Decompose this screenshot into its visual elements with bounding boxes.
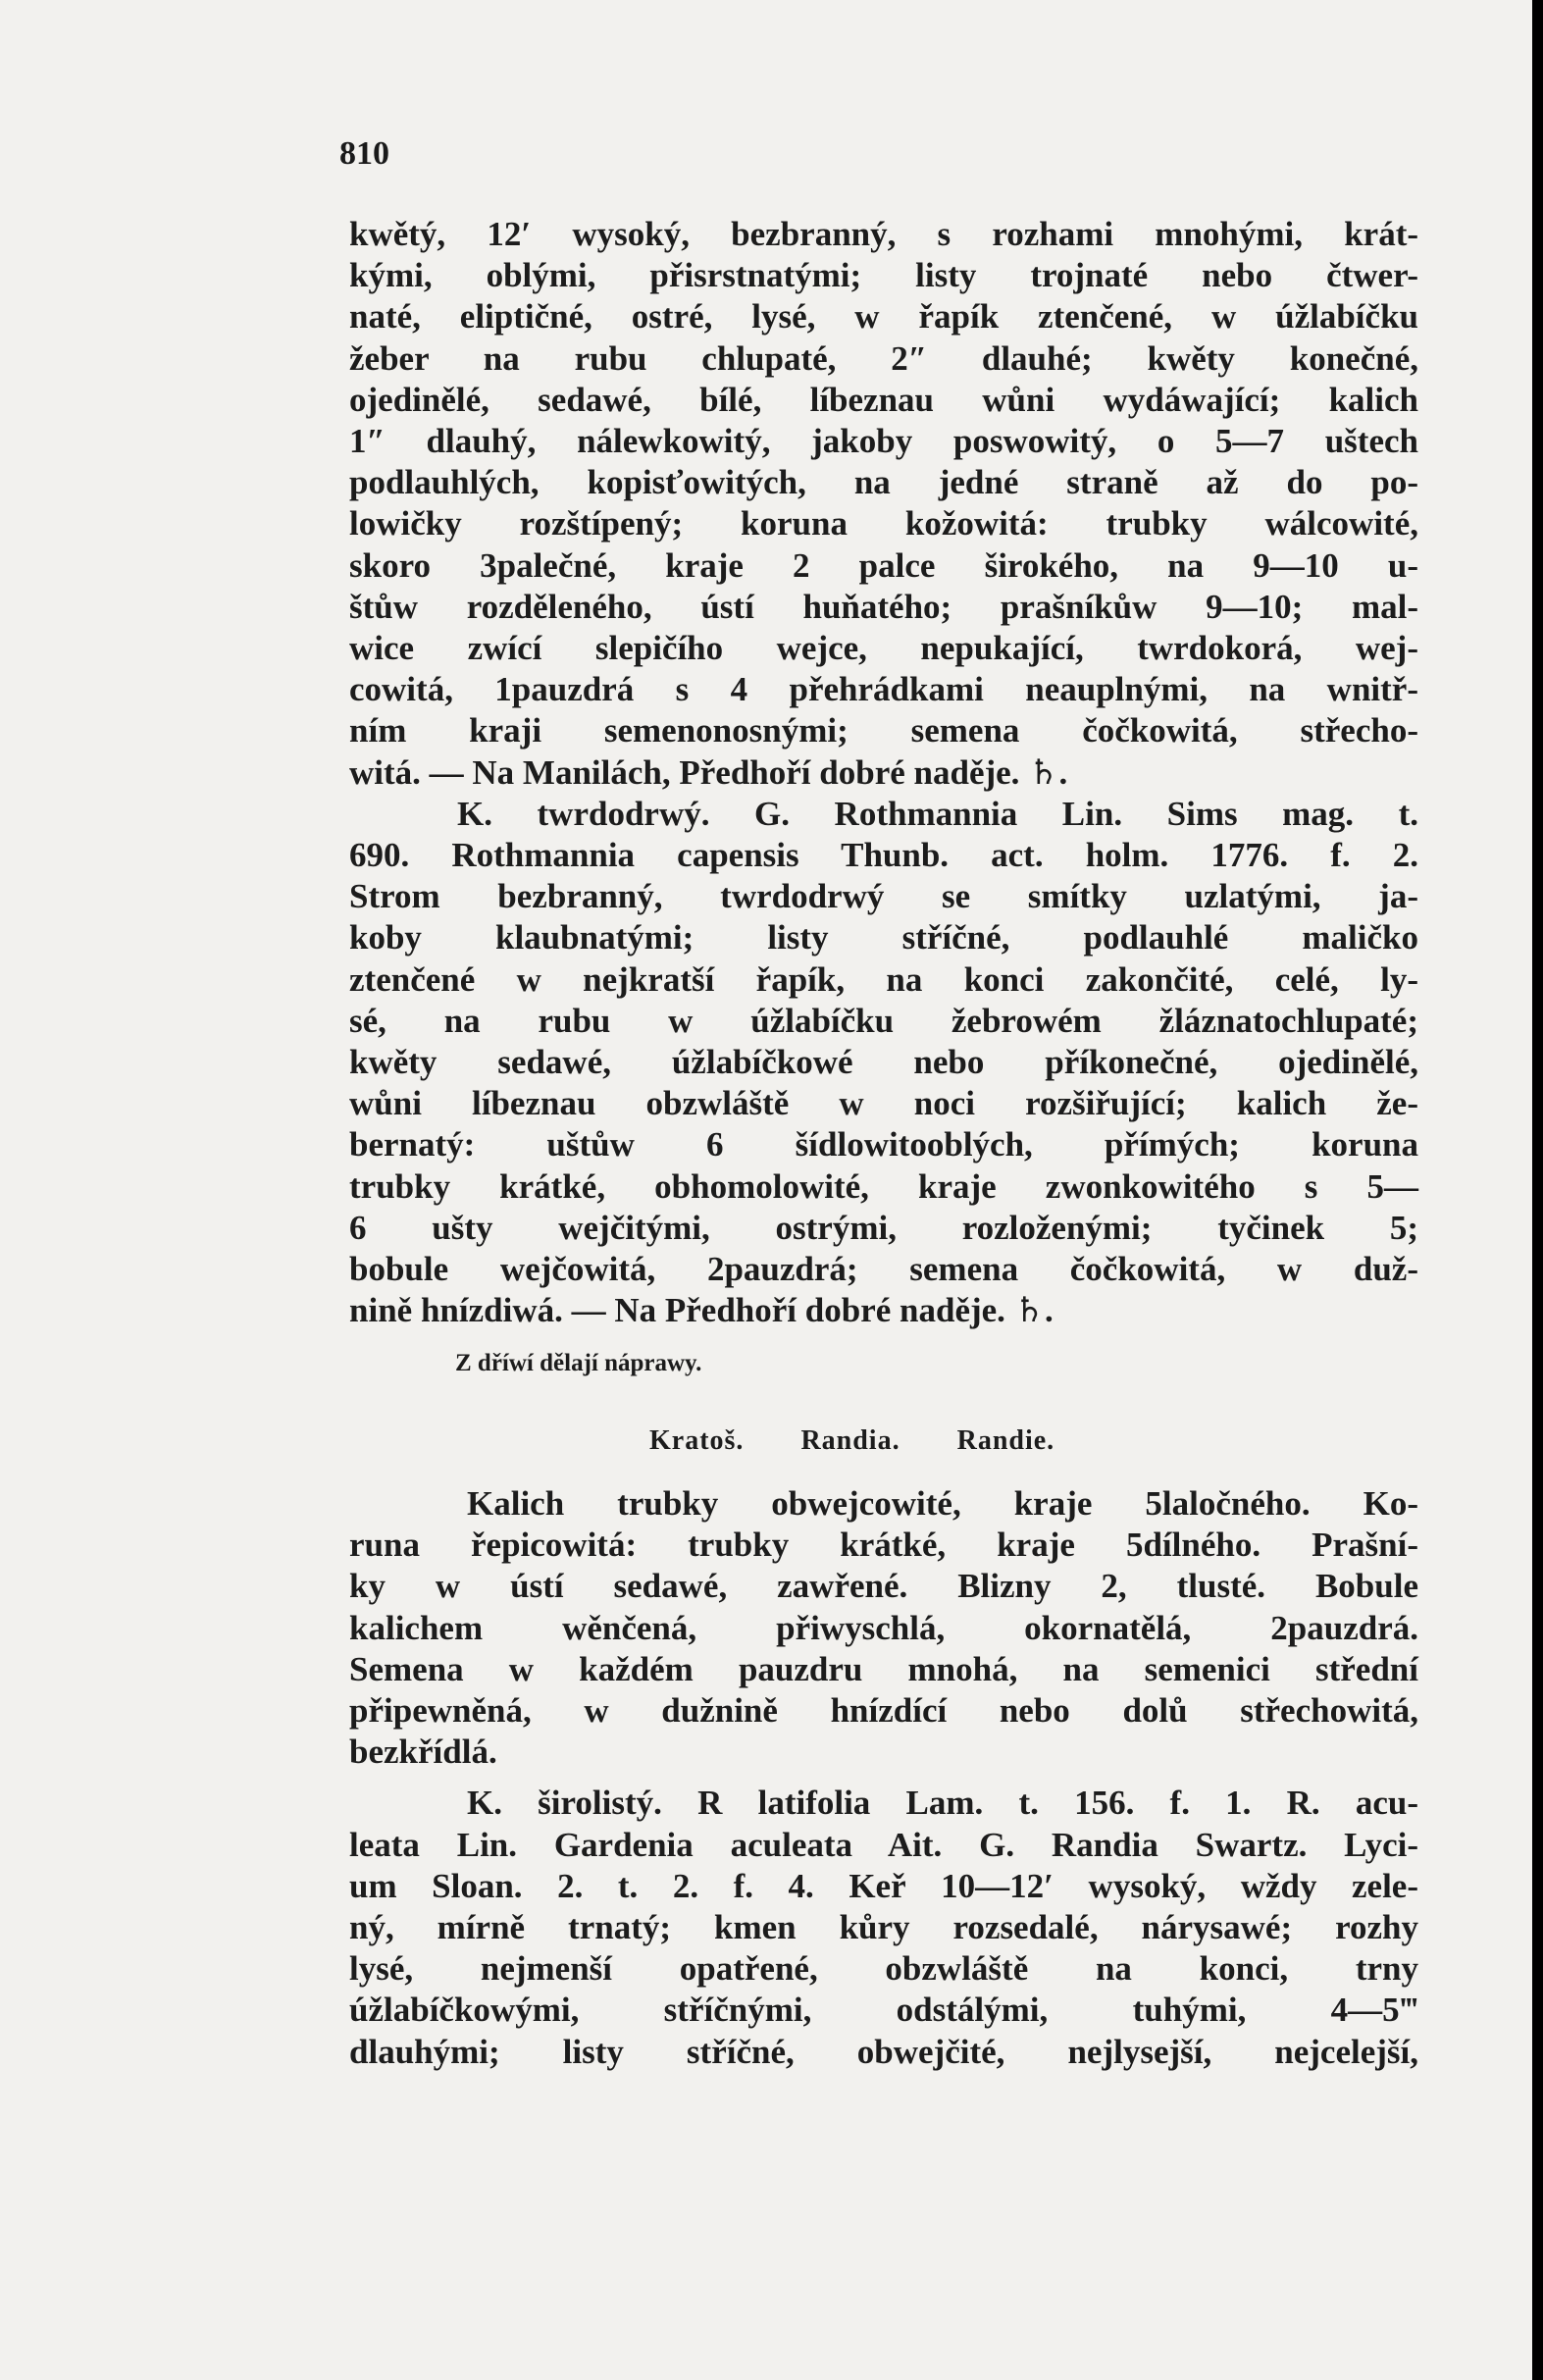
text-line: runa řepicowitá: trubky krátké, kraje 5dílného. Prašní- xyxy=(349,1526,1418,1565)
text-line: cowitá, 1pauzdrá s 4 přehrádkami neauplnými, na wnitř- xyxy=(349,670,1418,709)
text-line: kalichem wěnčená, přiwyschlá, okornatělá, 2pauzdrá. xyxy=(349,1608,1418,1647)
text-line: kými, oblými, přisrstnatými; listy trojnaté nebo čtwer- xyxy=(349,256,1418,295)
text-line: ním kraji semenonosnými; semena čočkowitá, střecho- xyxy=(349,711,1418,750)
text-line: wůni líbeznau obzwláště w noci rozšiřující; kalich že- xyxy=(349,1084,1418,1123)
text-line: ný, mírně trnatý; kmen kůry rozsedalé, nárysawé; rozhy xyxy=(349,1907,1418,1946)
text-line: podlauhlých, kopisťowitých, na jedné straně až do po- xyxy=(349,463,1418,502)
species-2-description xyxy=(349,794,1418,1332)
text-line: ojedinělé, sedawé, bílé, líbeznau wůni wydáwající; kalich xyxy=(349,380,1418,419)
text-line: 1″ dlauhý, nálewkowitý, jakoby poswowitý, o 5—7 uštech xyxy=(349,422,1418,461)
species-heading-line: K. širolistý. R latifolia Lam. t. 156. f. 1. R. acu- xyxy=(467,1784,1418,1823)
species-1-description xyxy=(349,214,1418,794)
text-line: kwětý, 12′ wysoký, bezbranný, s rozhami mnohými, krát- xyxy=(349,215,1418,253)
text-line: úžlabíčkowými, stříčnými, odstálými, tuhými, 4—5‴ xyxy=(349,1991,1418,2030)
text-line: dlauhými; listy stříčné, obwejčité, nejlysejší, nejcelejší, xyxy=(349,2032,1418,2071)
text-line: ky w ústí sedawé, zawřené. Blizny 2, tlusté. Bobule xyxy=(349,1567,1418,1606)
text-line: připewněná, w dužnině hnízdící nebo dolů střechowitá, xyxy=(349,1690,1418,1730)
page-text xyxy=(349,214,1418,2073)
text-line: žeber na rubu chlupaté, 2″ dlauhé; kwěty konečné, xyxy=(349,338,1418,378)
text-line: trubky krátké, obhomolowité, kraje zwonkowitého s 5— xyxy=(349,1166,1418,1206)
genus-name-latin: Randia. xyxy=(800,1424,900,1456)
text-line: Semena w každém pauzdru mnohá, na semenici střední xyxy=(349,1649,1418,1688)
text-line: Strom bezbranný, twrdodrwý se smítky uzlatými, ja- xyxy=(349,877,1418,916)
text-line: bezkřídlá. xyxy=(349,1733,497,1772)
text-line: leata Lin. Gardenia aculeata Ait. G. Randia Swartz. Lyci- xyxy=(349,1825,1418,1864)
text-line: wice zwící slepičího wejce, nepukající, twrdokorá, wej- xyxy=(349,629,1418,668)
text-line: lowičky rozštípený; koruna kožowitá: trubky wálcowité, xyxy=(349,504,1418,543)
species-heading-line: K. twrdodrwý. G. Rothmannia Lin. Sims mag. t. xyxy=(457,794,1418,833)
text-line: um Sloan. 2. t. 2. f. 4. Keř 10—12′ wysoký, wždy zele- xyxy=(349,1866,1418,1905)
text-line: koby klaubnatými; listy stříčné, podlauhlé maličko xyxy=(349,918,1418,957)
text-line: štůw rozděleného, ústí huňatého; prašníkůw 9—10; mal- xyxy=(349,587,1418,626)
text-line: skoro 3palečné, kraje 2 palce širokého, na 9—10 u- xyxy=(349,545,1418,585)
text-line: kwěty sedawé, úžlabíčkowé nebo příkonečné, ojedinělé, xyxy=(349,1043,1418,1082)
page-number: 810 xyxy=(339,135,389,172)
genus-description xyxy=(349,1483,1418,1773)
text-line: ztenčené w nejkratší řapík, na konci zakončité, celé, ly- xyxy=(349,959,1418,999)
genus-name-czech: Kratoš. xyxy=(649,1424,745,1456)
species-3-description xyxy=(349,1783,1418,2072)
text-line: bernatý: uštůw 6 šídlowitooblých, přímých; koruna xyxy=(349,1125,1418,1164)
text-line: bobule wejčowitá, 2pauzdrá; semena čočkowitá, w duž- xyxy=(349,1250,1418,1289)
text-line: witá. — Na Manilách, Předhoří dobré naděje. ♄. xyxy=(349,752,1068,792)
genus-heading xyxy=(349,1421,1418,1462)
text-line: nině hnízdiwá. — Na Předhoří dobré naděje. ♄. xyxy=(349,1291,1054,1330)
text-line: sé, na rubu w úžlabíčku žebrowém žláznatochlupaté; xyxy=(349,1001,1418,1040)
text-line: lysé, nejmenší opatřené, obzwláště na konci, trny xyxy=(349,1949,1418,1989)
text-line: 6 ušty wejčitými, ostrými, rozloženými; tyčinek 5; xyxy=(349,1208,1418,1247)
text-line: Kalich trubky obwejcowité, kraje 5laločného. Ko- xyxy=(467,1483,1418,1523)
usage-note: Z dříwí dělají náprawy. xyxy=(455,1350,702,1377)
text-line: 690. Rothmannia capensis Thunb. act. holm. 1776. f. 2. xyxy=(349,836,1418,875)
genus-name-alt: Randie. xyxy=(956,1424,1055,1456)
text-line: naté, eliptičné, ostré, lysé, w řapík ztenčené, w úžlabíčku xyxy=(349,297,1418,336)
